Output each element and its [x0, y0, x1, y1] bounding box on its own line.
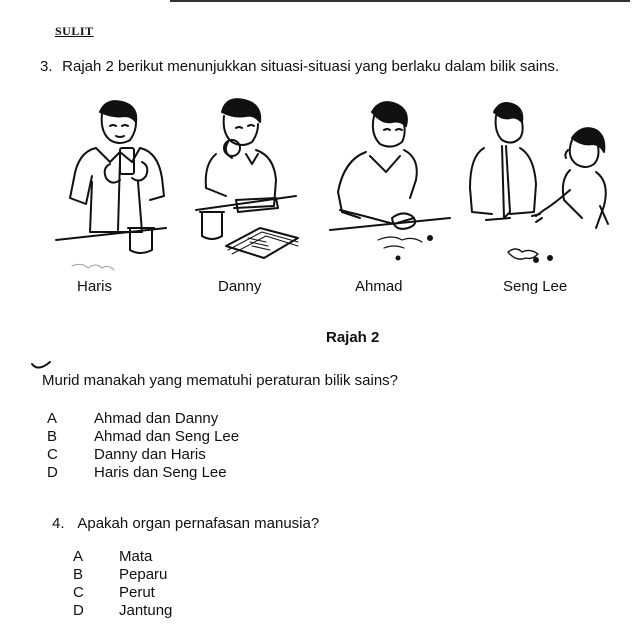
option-text: Mata [119, 548, 153, 565]
sulit-header: SULIT [55, 24, 94, 38]
figure-label-haris: Haris [77, 278, 113, 295]
question-3-number: 3. [40, 58, 53, 75]
option-letter: C [47, 446, 58, 463]
option-text: Haris dan Seng Lee [94, 464, 227, 481]
figure-caption: Rajah 2 [326, 329, 380, 346]
option-text: Peparu [119, 566, 168, 583]
option-letter: A [47, 410, 58, 427]
figure-danny [196, 99, 298, 258]
figure-label-ahmad: Ahmad [355, 278, 403, 295]
option-letter: B [73, 566, 84, 583]
option-letter: D [47, 464, 58, 481]
question-3-prompt [40, 58, 559, 75]
option-text: Perut [119, 584, 155, 601]
top-border-line [170, 0, 630, 2]
figure-haris [56, 101, 166, 270]
question-4-prompt [52, 515, 319, 532]
figure-ahmad [330, 102, 450, 259]
figure-label-danny: Danny [218, 278, 262, 295]
question-3-stem: Murid manakah yang mematuhi peraturan bilik sains? [42, 372, 399, 389]
pen-mark [30, 360, 52, 372]
figure-label-seng-lee: Seng Lee [503, 278, 568, 295]
question-3-text: Rajah 2 berikut menunjukkan situasi-situasi yang berlaku dalam bilik sains. [62, 58, 560, 75]
option-letter: D [73, 602, 84, 619]
option-letter: A [73, 548, 84, 565]
option-text: Ahmad dan Danny [94, 410, 219, 427]
rajah-2-illustration [0, 90, 638, 290]
figure-seng-lee [470, 103, 608, 262]
option-text: Jantung [119, 602, 173, 619]
option-text: Danny dan Haris [94, 446, 206, 463]
option-letter: C [73, 584, 84, 601]
question-4-number: 4. [52, 515, 65, 532]
question-4-text: Apakah organ pernafasan manusia? [77, 515, 320, 532]
option-text: Ahmad dan Seng Lee [94, 428, 240, 445]
option-letter: B [47, 428, 58, 445]
